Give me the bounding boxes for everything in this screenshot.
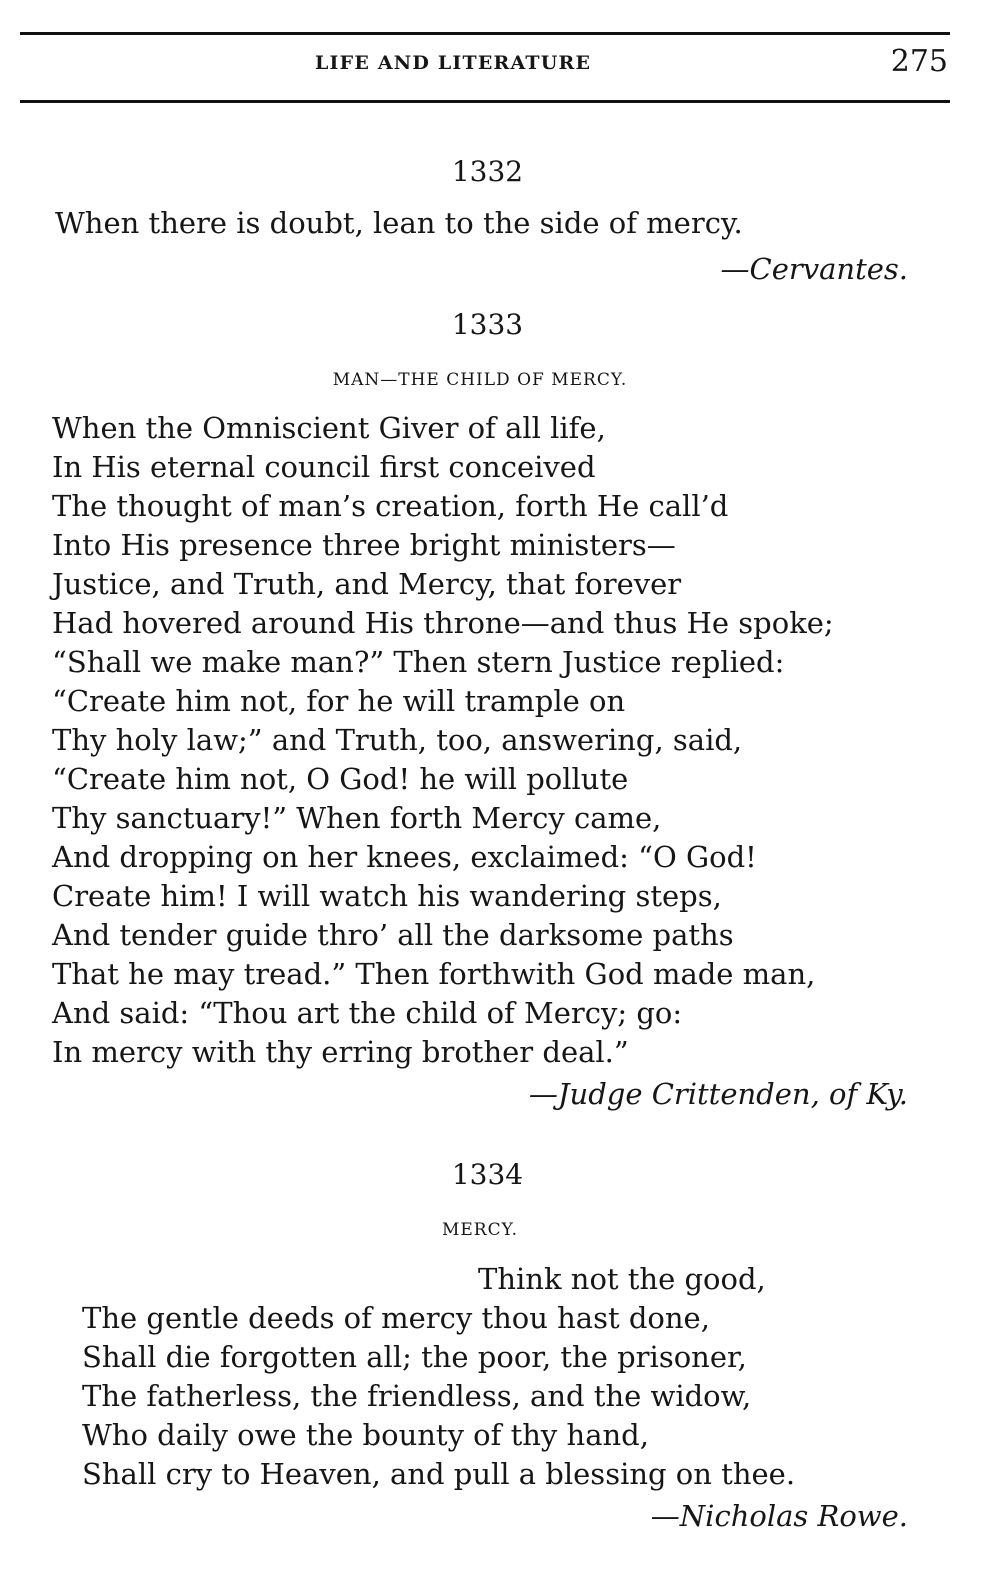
attribution: —Judge Crittenden, of Ky. bbox=[528, 1077, 908, 1111]
poem-line: The gentle deeds of mercy thou hast done, bbox=[82, 1301, 710, 1335]
poem-line: When the Omniscient Giver of all life, bbox=[52, 411, 606, 445]
entry-title: MAN—THE CHILD OF MERCY. bbox=[332, 370, 628, 390]
poem-line: In mercy with thy erring brother deal.” bbox=[52, 1035, 629, 1069]
poem-line: The fatherless, the friendless, and the widow, bbox=[82, 1379, 752, 1413]
poem-line: And said: “Thou art the child of Mercy; go: bbox=[52, 996, 683, 1030]
entry-number: 1332 bbox=[451, 155, 524, 188]
poem-line: Think not the good, bbox=[478, 1262, 766, 1296]
poem-line: “Create him not, for he will trample on bbox=[52, 684, 626, 718]
poem-line: And tender guide thro’ all the darksome paths bbox=[52, 918, 734, 952]
poem-line: Create him! I will watch his wandering steps, bbox=[52, 879, 722, 913]
poem-line: Thy holy law;” and Truth, too, answering, said, bbox=[52, 723, 743, 757]
poem-line: “Create him not, O God! he will pollute bbox=[52, 762, 629, 796]
poem-line: Shall die forgotten all; the poor, the prisoner, bbox=[82, 1340, 747, 1374]
poem-line: The thought of man’s creation, forth He call’d bbox=[52, 489, 729, 523]
poem-line: Had hovered around His throne—and thus He spoke; bbox=[52, 606, 834, 640]
poem-line: That he may tread.” Then forthwith God made man, bbox=[52, 957, 816, 991]
poem-line: “Shall we make man?” Then stern Justice replied: bbox=[52, 645, 785, 679]
poem-line: And dropping on her knees, exclaimed: “O God! bbox=[52, 840, 757, 874]
poem-line: Justice, and Truth, and Mercy, that forever bbox=[52, 567, 682, 601]
poem-line: Who daily owe the bounty of thy hand, bbox=[82, 1418, 649, 1452]
poem-line: Shall cry to Heaven, and pull a blessing on thee. bbox=[82, 1457, 796, 1491]
header-bottom-rule bbox=[20, 100, 950, 103]
header-top-rule bbox=[20, 32, 950, 35]
running-title: LIFE AND LITERATURE bbox=[315, 52, 592, 74]
quote-line: When there is doubt, lean to the side of mercy. bbox=[55, 206, 743, 240]
page-number: 275 bbox=[890, 44, 948, 79]
poem-line: Thy sanctuary!” When forth Mercy came, bbox=[52, 801, 662, 835]
poem-line: Into His presence three bright ministers— bbox=[52, 528, 676, 562]
poem-line: In His eternal council first conceived bbox=[52, 450, 596, 484]
attribution: —Cervantes. bbox=[720, 252, 908, 286]
attribution: —Nicholas Rowe. bbox=[650, 1499, 908, 1533]
entry-title: MERCY. bbox=[441, 1220, 519, 1240]
entry-number: 1334 bbox=[451, 1158, 524, 1191]
entry-number: 1333 bbox=[451, 308, 524, 341]
